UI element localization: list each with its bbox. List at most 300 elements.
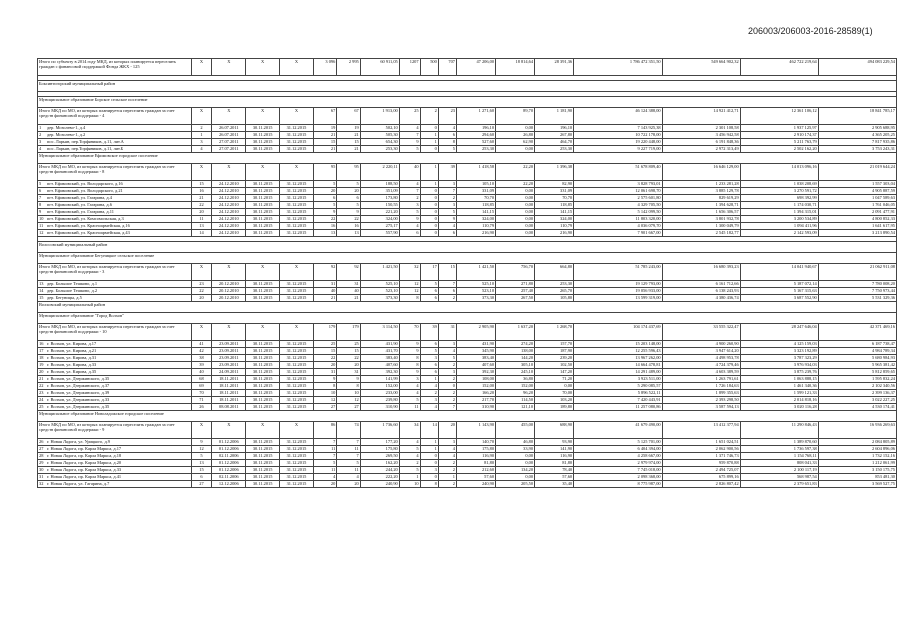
value-cell: 8 — [399, 362, 420, 369]
table-row — [38, 216, 897, 223]
value-cell: 294,60 — [457, 132, 496, 139]
value-cell: 5 531 329,36 — [818, 295, 896, 302]
value-cell: 8 775 987,00 — [574, 481, 663, 488]
value-cell: 5 167 315,63 — [740, 288, 818, 295]
value-cell: 239,80 — [360, 397, 399, 404]
row-number: 14 — [39, 288, 44, 293]
row-number: 7 — [39, 195, 42, 200]
value-cell: 30.11.2015 — [246, 181, 280, 188]
row-number: 16 — [39, 341, 44, 346]
value-cell: 8 — [313, 383, 336, 390]
value-cell: 1 — [420, 139, 438, 146]
value-cell: 383,40 — [457, 355, 496, 362]
value-cell: 0,00 — [535, 383, 574, 390]
value-cell: 42 — [191, 348, 212, 355]
value-cell: 114,50 — [496, 397, 535, 404]
row-address: пгт. Ефимовский, ул. Гагарина, д.4 — [47, 195, 112, 200]
value-cell: 269,50 — [360, 453, 399, 460]
value-cell: 3 947 614,20 — [662, 348, 740, 355]
value-cell: 4 — [438, 223, 456, 230]
value-cell: 0 — [420, 188, 438, 195]
value-cell: 1 — [420, 132, 438, 139]
table-row — [38, 230, 897, 237]
row-number: 11 — [39, 223, 44, 228]
row-address: пгт. Ефимовский, ул. Гагарина, д.6 — [47, 202, 112, 207]
value-cell: 2 995 — [337, 59, 360, 76]
value-cell: 31 — [337, 281, 360, 288]
value-cell: 1 394 315,01 — [740, 209, 818, 216]
mark-cell: X — [212, 59, 246, 76]
value-cell: 11 803 320,00 — [574, 216, 663, 223]
value-cell: 21 019 644,24 — [818, 164, 896, 181]
row-address: г. Волхов, ул. Кирова, д.21 — [47, 348, 97, 353]
mark-cell: X — [280, 59, 314, 76]
value-cell: 4 258 667,00 — [574, 453, 663, 460]
value-cell: 70,00 — [535, 390, 574, 397]
value-cell: 31.12.2015 — [280, 125, 314, 132]
value-cell: 7 — [313, 453, 336, 460]
value-cell: 5 — [399, 446, 420, 453]
value-cell: 40 — [399, 164, 420, 181]
value-cell: 7 — [438, 404, 456, 411]
address-cell — [38, 369, 192, 376]
value-cell: 11 — [399, 404, 420, 411]
value-cell: 18.11.2011 — [212, 390, 246, 397]
value-cell: 3 569 527,75 — [818, 481, 896, 488]
row-number: 15 — [39, 295, 44, 300]
value-cell: 1 461 340,36 — [740, 383, 818, 390]
table-row — [38, 188, 897, 195]
value-cell: 2 — [438, 397, 456, 404]
value-cell: 9 — [337, 376, 360, 383]
value-cell: 20 — [191, 209, 212, 216]
value-cell: 28 247 646,04 — [740, 324, 818, 341]
value-cell: 92 — [313, 264, 336, 281]
value-cell: 30.11.2015 — [246, 383, 280, 390]
row-number: 27 — [39, 446, 44, 451]
row-number: 23 — [39, 390, 44, 395]
value-cell: 01.12.2006 — [212, 446, 246, 453]
value-cell: 47 206,00 — [457, 59, 496, 76]
row-address: пос. Ларьян, пер.Торфяников, д.11, лит.А — [47, 139, 124, 144]
value-cell: 22 — [337, 355, 360, 362]
value-cell: 4 905 887,59 — [818, 188, 896, 195]
value-cell: 31.12.2015 — [280, 295, 314, 302]
value-cell: 16 680 393,23 — [662, 264, 740, 281]
value-cell: 24.12.2010 — [212, 216, 246, 223]
value-cell: 12.12.2006 — [212, 481, 246, 488]
address-cell — [38, 216, 192, 223]
value-cell: 9 — [399, 369, 420, 376]
value-cell: 3 — [420, 355, 438, 362]
value-cell: 30.11.2015 — [246, 404, 280, 411]
value-cell: 71,20 — [535, 376, 574, 383]
value-cell: 2 — [438, 390, 456, 397]
value-cell: 239,20 — [535, 355, 574, 362]
value-cell: 70,70 — [535, 195, 574, 202]
value-cell: 1 389 870,60 — [740, 439, 818, 446]
value-cell: 41 679 490,00 — [574, 422, 663, 439]
value-cell: 0,00 — [496, 474, 535, 481]
value-cell: 16 — [337, 223, 360, 230]
value-cell: 141,90 — [535, 446, 574, 453]
value-cell: 21 — [337, 132, 360, 139]
value-cell: 51 785 243,00 — [574, 264, 663, 281]
value-cell: 1 268,70 — [535, 324, 574, 341]
value-cell: 707 — [438, 59, 456, 76]
value-cell: 31.12.2015 — [280, 288, 314, 295]
row-address: дер. Бегуницы, д.5 — [47, 295, 82, 300]
value-cell: 26.07.2011 — [212, 125, 246, 132]
value-cell: 527,60 — [457, 139, 496, 146]
value-cell: 18 814,64 — [496, 59, 535, 76]
value-cell: 12 — [313, 397, 336, 404]
value-cell: 2 100 117,19 — [740, 467, 818, 474]
value-cell: 21 — [313, 295, 336, 302]
value-cell: 20 — [337, 481, 360, 488]
value-cell: 2 399 136,37 — [818, 390, 896, 397]
value-cell: 189,80 — [535, 404, 574, 411]
mark-cell: X — [246, 264, 280, 281]
address-cell — [38, 362, 192, 369]
value-cell: 42 371 469,16 — [818, 324, 896, 341]
address-cell — [38, 209, 192, 216]
value-cell: 0 — [420, 195, 438, 202]
value-cell: 16 — [313, 223, 336, 230]
value-cell: 2 826 807,42 — [662, 481, 740, 488]
value-cell: 21 — [191, 195, 212, 202]
value-cell: 5 — [420, 348, 438, 355]
value-cell: 15 — [191, 467, 212, 474]
value-cell: 1 599 121,33 — [740, 390, 818, 397]
value-cell: 31.12.2015 — [280, 404, 314, 411]
value-cell: 19 — [337, 125, 360, 132]
value-cell: 18 841 785,17 — [818, 108, 896, 125]
value-cell: 0,00 — [496, 223, 535, 230]
value-cell: 253,30 — [535, 281, 574, 288]
value-cell: 407,60 — [360, 362, 399, 369]
value-cell: 152,00 — [457, 383, 496, 390]
value-cell: 216,90 — [535, 230, 574, 237]
mark-cell: X — [246, 422, 280, 439]
value-cell: 15 — [337, 348, 360, 355]
address-cell — [38, 195, 192, 202]
total-row — [38, 324, 897, 341]
value-cell: 68 — [191, 376, 212, 383]
value-cell: 140,70 — [457, 439, 496, 446]
value-cell: 31.12.2015 — [280, 362, 314, 369]
value-cell: 6 161 712,66 — [662, 281, 740, 288]
table-row — [38, 397, 897, 404]
value-cell: 3 — [420, 397, 438, 404]
value-cell: 2 502 162,20 — [740, 146, 818, 153]
mark-cell: X — [246, 164, 280, 181]
value-cell: 31.12.2015 — [280, 481, 314, 488]
value-cell: 0 — [420, 202, 438, 209]
value-cell: 216,90 — [457, 230, 496, 237]
row-number: 1 — [39, 125, 42, 130]
value-cell: 177,20 — [360, 439, 399, 446]
value-cell: 1 761 046,05 — [818, 202, 896, 209]
value-cell: 10 722 178,00 — [574, 132, 663, 139]
row-number: 29 — [39, 460, 44, 465]
value-cell: 373,30 — [457, 295, 496, 302]
value-cell: 1 937 125,97 — [740, 125, 818, 132]
value-cell: 60 911,05 — [360, 59, 399, 76]
value-cell: 0,00 — [496, 209, 535, 216]
value-cell: 13 — [337, 230, 360, 237]
value-cell: 305,10 — [496, 362, 535, 369]
value-cell: 31.12.2015 — [280, 223, 314, 230]
value-cell: 808 041,33 — [740, 460, 818, 467]
value-cell: 373,30 — [360, 295, 399, 302]
municipality-heading — [38, 97, 897, 108]
value-cell: 383,40 — [360, 355, 399, 362]
value-cell: 24.12.2010 — [212, 181, 246, 188]
total-row — [38, 264, 897, 281]
value-cell: 9 — [313, 209, 336, 216]
value-cell: 0 — [420, 146, 438, 153]
value-cell: 1 — [420, 446, 438, 453]
value-cell: 5 125 701,00 — [574, 439, 663, 446]
value-cell: 31 — [337, 369, 360, 376]
value-cell: 2 014 818,16 — [740, 397, 818, 404]
value-cell: 4 984 789,34 — [818, 348, 896, 355]
value-cell: 20.12.2010 — [212, 295, 246, 302]
value-cell: 4 — [399, 383, 420, 390]
mark-cell: X — [191, 108, 212, 125]
value-cell: 24.12.2010 — [212, 230, 246, 237]
row-number: 3 — [39, 139, 42, 144]
value-cell: 2 220,11 — [360, 164, 399, 181]
value-cell: 7 780 008,20 — [818, 281, 896, 288]
value-cell: 7 143 925,38 — [574, 125, 663, 132]
value-cell: 6 — [420, 362, 438, 369]
value-cell: 46,80 — [496, 439, 535, 446]
address-cell — [38, 446, 192, 453]
value-cell: 40 — [313, 288, 336, 295]
address-cell — [38, 188, 192, 195]
total-row — [38, 59, 897, 76]
value-cell: 1 094 411,96 — [740, 223, 818, 230]
value-cell: 2 972 313,49 — [662, 146, 740, 153]
value-cell: 22 — [337, 216, 360, 223]
row-address: дер. Большое Тешково, д.1 — [47, 281, 98, 286]
value-cell: 173,80 — [360, 195, 399, 202]
table-row — [38, 467, 897, 474]
value-cell: 6 — [420, 288, 438, 295]
value-cell: 2 910 174,37 — [740, 132, 818, 139]
value-cell: 0,00 — [496, 460, 535, 467]
value-cell: 2 098 368,00 — [574, 474, 663, 481]
value-cell: 9 227 719,00 — [574, 146, 663, 153]
value-cell: 31.12.2015 — [280, 474, 314, 481]
value-cell: 2 379 651,83 — [740, 481, 818, 488]
value-cell: 351,09 — [360, 188, 399, 195]
value-cell: 310,90 — [360, 404, 399, 411]
value-cell: 70 — [399, 324, 420, 341]
value-cell: 30.11.2015 — [246, 397, 280, 404]
value-cell: 4 036 079,70 — [574, 223, 663, 230]
value-cell: 147,20 — [535, 369, 574, 376]
value-cell: 20.12.2010 — [212, 288, 246, 295]
value-cell: 30.11.2015 — [246, 481, 280, 488]
value-cell: 464,70 — [535, 139, 574, 146]
value-cell: 196,10 — [535, 125, 574, 132]
value-cell: 30.11.2015 — [246, 295, 280, 302]
value-cell: 5 — [191, 453, 212, 460]
value-cell: 505,30 — [360, 132, 399, 139]
value-cell: 6 — [438, 132, 456, 139]
value-cell: 331,09 — [457, 188, 496, 195]
value-cell: 30.11.2015 — [246, 467, 280, 474]
value-cell: 138,00 — [496, 348, 535, 355]
value-cell: 39 — [191, 362, 212, 369]
value-cell: 70 — [191, 390, 212, 397]
value-cell: 3 323 192,89 — [740, 348, 818, 355]
mark-cell: X — [191, 164, 212, 181]
value-cell: 105,10 — [457, 181, 496, 188]
value-cell: 6 — [191, 474, 212, 481]
value-cell: 4 — [313, 474, 336, 481]
value-cell: 2 979 974,00 — [574, 460, 663, 467]
value-cell: 5 — [399, 146, 420, 153]
value-cell: 221,20 — [360, 209, 399, 216]
row-number: 10 — [39, 216, 44, 221]
value-cell: 95 — [337, 164, 360, 181]
value-cell: 31.12.2015 — [280, 146, 314, 153]
value-cell: 245,10 — [496, 369, 535, 376]
value-cell: 1207 — [399, 59, 420, 76]
mark-cell: X — [246, 59, 280, 76]
table-row — [38, 132, 897, 139]
value-cell: 7 — [399, 188, 420, 195]
row-address: г. Новая Ладога, ул. Гагарина, д.7 — [47, 481, 110, 486]
value-cell: 3 — [399, 202, 420, 209]
value-cell: 5 — [438, 146, 456, 153]
value-cell: 116,90 — [457, 453, 496, 460]
mark-cell: X — [212, 264, 246, 281]
address-cell — [38, 348, 192, 355]
address-cell — [38, 341, 192, 348]
value-cell: 31.12.2015 — [280, 376, 314, 383]
value-cell: 196,10 — [457, 125, 496, 132]
value-cell: 9 — [399, 139, 420, 146]
value-cell: 5 — [399, 467, 420, 474]
municipality-heading-label: Муниципальное образование Новоладожское городское поселение — [38, 411, 897, 422]
value-cell: 30.11.2015 — [246, 146, 280, 153]
value-cell: 30.11.2015 — [246, 216, 280, 223]
mark-cell: X — [191, 422, 212, 439]
value-cell: 31.12.2015 — [280, 216, 314, 223]
resettlement-table — [37, 58, 897, 488]
value-cell: 4 — [438, 453, 456, 460]
value-cell: 20 — [438, 422, 456, 439]
value-cell: 5 211 763,79 — [740, 139, 818, 146]
value-cell: 0,00 — [496, 230, 535, 237]
value-cell: 30.11.2015 — [246, 188, 280, 195]
value-cell: 31.12.2015 — [280, 202, 314, 209]
value-cell: 31.12.2015 — [280, 439, 314, 446]
value-cell: 3 213 890,54 — [818, 230, 896, 237]
value-cell: 4 724 379,46 — [662, 362, 740, 369]
value-cell: 12 361 106,12 — [740, 108, 818, 125]
value-cell: 1 396,38 — [535, 164, 574, 181]
value-cell: 11 257 080,86 — [574, 404, 663, 411]
value-cell: 30.11.2015 — [246, 439, 280, 446]
value-cell: 26.07.2011 — [212, 132, 246, 139]
value-cell: 96,20 — [496, 390, 535, 397]
value-cell: 324,00 — [457, 216, 496, 223]
value-cell: 0 — [420, 216, 438, 223]
address-cell — [38, 281, 192, 288]
value-cell: 9 — [191, 439, 212, 446]
value-cell: 1 — [191, 132, 212, 139]
row-number: 9 — [39, 209, 42, 214]
value-cell: 2 — [420, 390, 438, 397]
mark-cell: X — [280, 164, 314, 181]
row-address: г. Новая Ладога, пр. Карла Маркса, д.41 — [47, 474, 122, 479]
value-cell: 3 875 239,76 — [740, 369, 818, 376]
table-row — [38, 209, 897, 216]
value-cell: 557,90 — [360, 230, 399, 237]
row-number: 24 — [39, 397, 44, 402]
row-number: 20 — [39, 369, 44, 374]
value-cell: 30.11.2015 — [246, 460, 280, 467]
value-cell: 2 — [438, 362, 456, 369]
row-address: пгт. Ефимовский, ул. Красноармейская, д.43 — [47, 230, 130, 235]
value-cell: 11 — [313, 467, 336, 474]
value-cell: 74 — [337, 422, 360, 439]
value-cell: 110,79 — [535, 223, 574, 230]
mark-cell: X — [191, 59, 212, 76]
value-cell: 5 — [337, 460, 360, 467]
value-cell: 15 — [438, 264, 456, 281]
value-cell: 4 — [399, 390, 420, 397]
value-cell: 40 — [337, 288, 360, 295]
value-cell: 179 — [337, 324, 360, 341]
value-cell: 3 096 — [313, 59, 336, 76]
value-cell: 257,40 — [496, 288, 535, 295]
value-cell: 3 — [438, 341, 456, 348]
value-cell: 15 — [313, 348, 336, 355]
mark-cell: X — [212, 108, 246, 125]
value-cell: 39 — [438, 164, 456, 181]
value-cell: 5 290 085,57 — [574, 383, 663, 390]
value-cell: 523,10 — [457, 288, 496, 295]
value-cell: 27 — [191, 481, 212, 488]
value-cell: 8 — [399, 355, 420, 362]
total-label: Итого МКД по МО, из которых планируется переселить граждан за счет средств финансовой поддержки - 3 — [38, 264, 192, 281]
row-address: пгт. Ефимовский, ул. Володарского, д.21 — [47, 188, 123, 193]
value-cell: 2 102 340,56 — [818, 383, 896, 390]
value-cell: 3 114,50 — [360, 324, 399, 341]
value-cell: 13 — [313, 230, 336, 237]
value-cell: 14 — [191, 230, 212, 237]
value-cell: 24.12.2010 — [212, 209, 246, 216]
table-row — [38, 369, 897, 376]
value-cell: 2 142 593,09 — [740, 230, 818, 237]
address-cell — [38, 383, 192, 390]
value-cell: 253,30 — [360, 146, 399, 153]
value-cell: 11 — [313, 446, 336, 453]
value-cell: 102,50 — [535, 362, 574, 369]
value-cell: 81,80 — [457, 460, 496, 467]
value-cell: 93,90 — [535, 439, 574, 446]
table-row — [38, 390, 897, 397]
value-cell: 31 — [438, 324, 456, 341]
value-cell: 1 418,58 — [457, 164, 496, 181]
